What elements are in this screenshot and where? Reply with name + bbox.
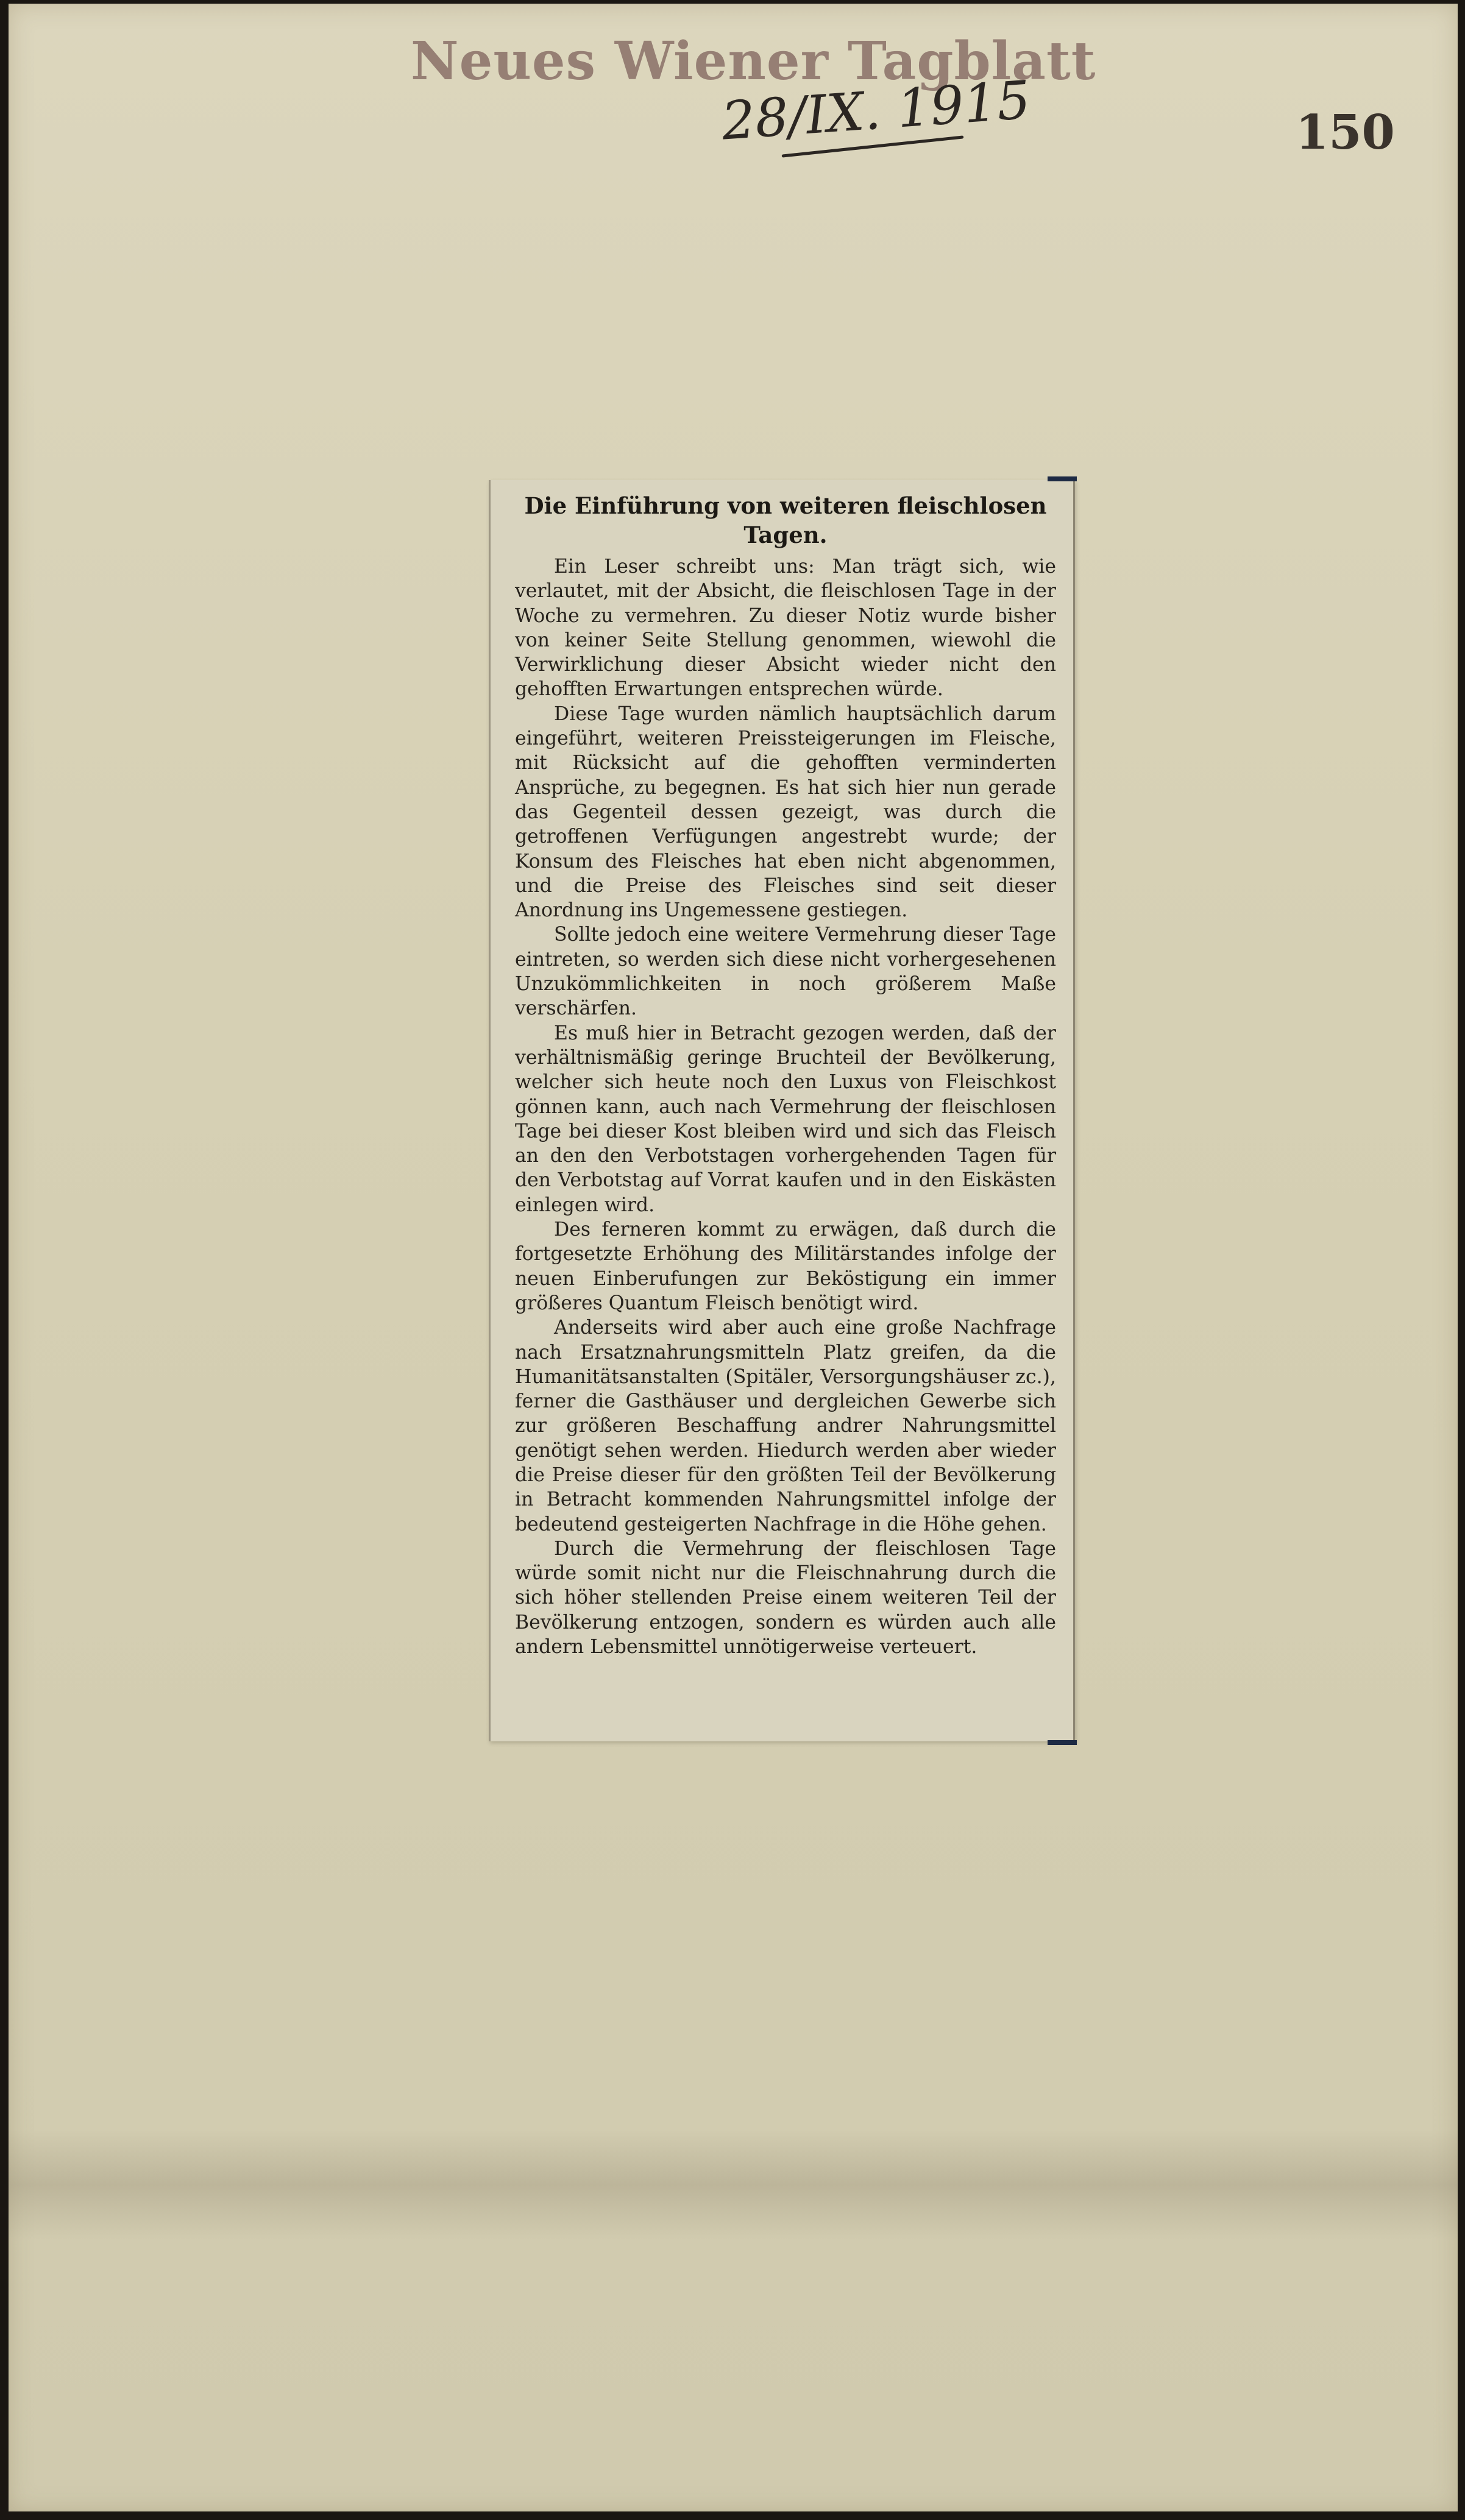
article-paragraph: Ein Leser schreibt uns: Man trägt sich, wie verlautet, mit der Absicht, die fleischlosen Tage in der Woche zu vermehren. Zu dieser Notiz wurde bisher von keiner Seite Stellung genommen, wiewohl die Verwirklichung dieser Absicht wieder nicht den gehofften Erwartungen entsprechen würde.: [515, 556, 1056, 701]
archive-sheet: [9, 4, 1458, 2511]
clipping-edge-mark-bottom: [1048, 1740, 1077, 1745]
article-headline: Die Einführung von weiteren fleischlosen Tagen.: [524, 492, 1047, 548]
article-paragraph: Sollte jedoch eine weitere Vermehrung dieser Tage eintreten, so werden sich diese nicht vorhergesehenen Unzukömmlichkeiten in noch größerem Maße verschärfen.: [515, 924, 1056, 1020]
article-paragraph: Anderseits wird aber auch eine große Nachfrage nach Ersatznahrungsmitteln Platz greifen, da die Humanitätsanstalten (Spitäler, Versorgungshäuser zc.), ferner die Gasthäuser und dergleichen Gewerbe sich zur größeren Beschaffung andrer Nahrungsmittel genötigt sehen werden. Hiedurch werden aber wieder die Preise dieser für den größten Teil der Bevölkerung in Betracht kommenden Nahrungsmittel infolge der bedeutend gesteigerten Nachfrage in die Höhe gehen.: [515, 1317, 1056, 1535]
article-paragraph: Es muß hier in Betracht gezogen werden, daß der verhältnismäßig geringe Bruchteil der Bevölkerung, welcher sich heute noch den Luxus von Fleischkost gönnen kann, auch nach Vermehrung der fleischlosen Tage bei dieser Kost bleiben wird und sich das Fleisch an den den Verbotstagen vorhergehenden Tagen für den Verbotstag auf Vorrat kaufen und in den Eiskästen einlegen wird.: [515, 1022, 1056, 1216]
article-paragraph: Des ferneren kommt zu erwägen, daß durch die fortgesetzte Erhöhung des Militärstandes infolge der neuen Einberufungen zur Beköstigung ein immer größeres Quantum Fleisch benötigt wird.: [515, 1219, 1056, 1314]
newspaper-name-stamp: Neues Wiener Tagblatt: [411, 30, 1096, 92]
newspaper-clipping: [489, 480, 1075, 1741]
article-paragraph: Durch die Vermehrung der fleischlosen Tage würde somit nicht nur die Fleischnahrung durch die sich höher stellenden Preise einem weiteren Teil der Bevölkerung entzogen, sondern es würden auch alle andern Lebensmittel unnötigerweise verteuert.: [515, 1537, 1056, 1658]
handwritten-date: 28/IX. 1915: [720, 69, 1033, 152]
article-body: [515, 554, 1056, 1659]
clipping-edge-mark-top: [1048, 476, 1077, 481]
page-number: 150: [1296, 105, 1395, 160]
paper-fold-shadow: [9, 2130, 1458, 2240]
article-paragraph: Diese Tage wurden nämlich hauptsächlich darum eingeführt, weiteren Preissteigerungen im Fleische, mit Rücksicht auf die gehofften verminderten Ansprüche, zu begegnen. Es hat sich hier nun gerade das Gegenteil dessen gezeigt, was durch die getroffenen Verfügungen angestrebt wurde; der Konsum des Fleisches hat eben nicht abgenommen, und die Preise des Fleisches sind seit dieser Anordnung ins Ungemessene gestiegen.: [515, 703, 1056, 922]
